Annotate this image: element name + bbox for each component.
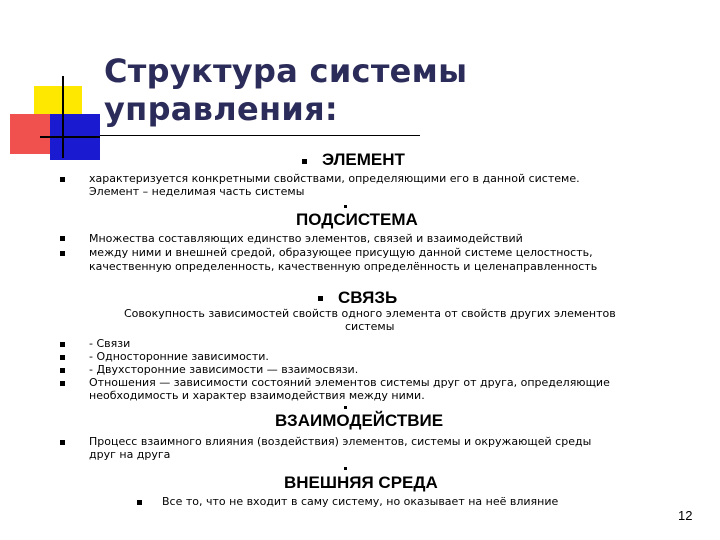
link-definition-line-1: Совокупность зависимостей свойств одного элемента от свойств других элементов <box>124 307 616 320</box>
heading-link: СВЯЗЬ <box>338 288 398 307</box>
subsystem-line-1: Множества составляющих единство элементов, связей и взаимодействий <box>89 232 523 245</box>
link-item-4: Отношения — зависимости состояний элементов системы друг от друга, определяющие <box>89 376 610 389</box>
bullet <box>60 251 65 256</box>
link-item-3: - Двухсторонние зависимости — взаимосвязи. <box>89 363 359 376</box>
bullet <box>137 500 142 505</box>
bullet <box>302 159 307 164</box>
bullet <box>60 381 65 386</box>
heading-subsystem: ПОДСИСТЕМА <box>296 210 418 229</box>
heading-element: ЭЛЕМЕНТ <box>322 150 405 169</box>
interaction-line-2: друг на друга <box>89 448 171 461</box>
element-text-line-1: характеризуется конкретными свойствами, определяющими его в данной системе. <box>89 172 580 185</box>
bullet <box>60 368 65 373</box>
environment-text: Все то, что не входит в саму систему, но оказывает на неё влияние <box>162 495 559 508</box>
subsystem-line-3: качественную определенность, качественную определённость и целенаправленность <box>89 260 598 273</box>
bullet <box>318 296 323 301</box>
bullet <box>60 355 65 360</box>
heading-environment: ВНЕШНЯЯ СРЕДА <box>284 473 438 492</box>
bullet <box>60 236 65 241</box>
bullet <box>60 342 65 347</box>
decorative-logo <box>0 0 100 170</box>
heading-interaction: ВЗАИМОДЕЙСТВИЕ <box>275 411 444 430</box>
bullet <box>60 440 65 445</box>
logo-horizontal-line <box>40 136 100 138</box>
logo-vertical-line <box>62 76 64 158</box>
link-item-1: - Связи <box>89 337 131 350</box>
title-line-2: управления: <box>104 90 339 128</box>
bullet <box>344 406 347 409</box>
link-definition-line-2: системы <box>345 320 395 333</box>
bullet <box>344 205 347 208</box>
title-underline <box>100 135 420 136</box>
page-number: 12 <box>678 508 693 523</box>
slide-title <box>104 52 467 128</box>
title-line-1: Структура системы <box>104 52 468 90</box>
bullet <box>344 467 347 470</box>
bullet <box>60 177 65 182</box>
interaction-line-1: Процесс взаимного влияния (воздействия) элементов, системы и окружающей среды <box>89 435 592 448</box>
subsystem-line-2: между ними и внешней средой, образующее присущую данной системе целостность, <box>89 246 593 259</box>
link-item-4-continued: необходимость и характер взаимодействия между ними. <box>89 389 425 402</box>
element-text-line-2: Элемент – неделимая часть системы <box>89 185 305 198</box>
link-item-2: - Односторонние зависимости. <box>89 350 269 363</box>
